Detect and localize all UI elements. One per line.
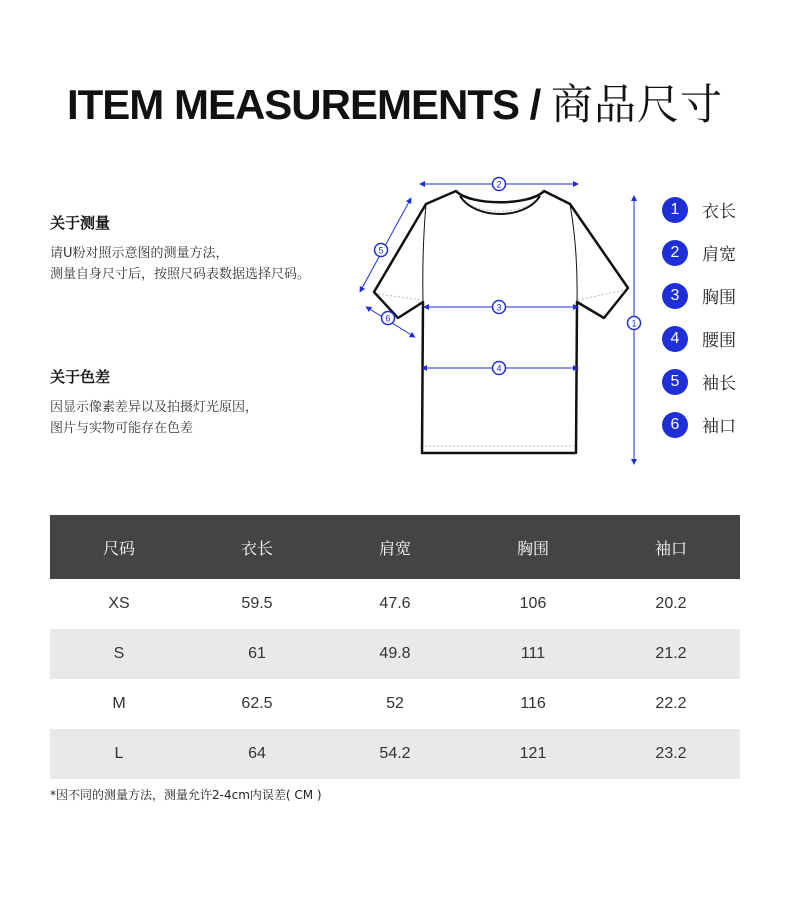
- table-header-row: [50, 515, 740, 579]
- table-cell: 59.5: [241, 595, 273, 612]
- svg-text:3: 3: [496, 302, 502, 313]
- legend-label: 衣长: [702, 202, 736, 222]
- table-cell: 111: [464, 629, 602, 679]
- table-cell: XS: [108, 595, 130, 612]
- svg-text:1: 1: [631, 318, 637, 329]
- column-header: 肩宽: [326, 515, 464, 579]
- table-cell: 106: [519, 595, 547, 612]
- measurement-note-line: 测量自身尺寸后，按照尺码表数据选择尺码。: [50, 267, 311, 282]
- table-cell: 47.6: [379, 595, 411, 612]
- marker-5: [375, 244, 388, 257]
- column-header: 袖口: [602, 515, 740, 579]
- measurement-note-line: 请U粉对照示意图的测量方法，: [50, 246, 229, 261]
- color-note-line: 因显示像素差异以及拍摄灯光原因，: [50, 400, 259, 415]
- table-row: [50, 629, 740, 679]
- table-cell: 54.2: [326, 729, 464, 779]
- table-cell: 21.2: [602, 629, 740, 679]
- table-cell: 23.2: [602, 729, 740, 779]
- size-chart-table: [50, 515, 740, 779]
- marker-6: [382, 312, 395, 325]
- legend-label: 胸围: [702, 288, 736, 308]
- tshirt-outline: [374, 191, 628, 453]
- number-badge-icon: 5: [662, 369, 688, 395]
- legend-label: 袖长: [702, 374, 736, 394]
- legend-item-cuff: [662, 403, 772, 446]
- svg-text:5: 5: [378, 245, 384, 256]
- measurement-legend: [662, 188, 772, 446]
- table-cell: 62.5: [241, 695, 273, 712]
- number-badge-icon: 2: [662, 240, 688, 266]
- table-cell: M: [112, 695, 126, 712]
- table-cell: 64: [188, 729, 326, 779]
- measurement-note: [50, 212, 370, 285]
- marker-3: [493, 301, 506, 314]
- table-cell: 49.8: [326, 629, 464, 679]
- svg-text:6: 6: [385, 313, 391, 324]
- column-header: 衣长: [188, 515, 326, 579]
- legend-item-length: [662, 188, 772, 231]
- table-cell: S: [50, 629, 188, 679]
- table-row: [50, 579, 740, 629]
- legend-item-shoulder: [662, 231, 772, 274]
- table-cell: 116: [520, 695, 546, 712]
- footnote: *因不同的测量方法，测量允许2-4cm内误差( CM ): [50, 788, 322, 802]
- column-header: 尺码: [50, 515, 188, 579]
- table-cell: 121: [464, 729, 602, 779]
- table-cell: L: [50, 729, 188, 779]
- marker-1: [628, 317, 641, 330]
- table-cell: 20.2: [655, 595, 687, 612]
- title-cn: 商品尺寸: [551, 80, 724, 129]
- page-title: [0, 72, 790, 132]
- color-note-heading: 关于色差: [50, 368, 111, 386]
- table-row: [50, 679, 740, 729]
- color-note-line: 图片与实物可能存在色差: [50, 421, 194, 436]
- legend-label: 腰围: [702, 331, 736, 351]
- legend-item-waist: [662, 317, 772, 360]
- number-badge-icon: 1: [662, 197, 688, 223]
- column-header: 胸围: [464, 515, 602, 579]
- title-en: ITEM MEASUREMENTS /: [66, 81, 541, 128]
- table-cell: 52: [386, 695, 404, 712]
- measurement-note-heading: 关于测量: [50, 214, 111, 232]
- table-cell: 22.2: [655, 695, 687, 712]
- svg-text:2: 2: [496, 179, 502, 190]
- marker-2: [493, 178, 506, 191]
- legend-label: 肩宽: [702, 245, 736, 265]
- number-badge-icon: 3: [662, 283, 688, 309]
- legend-label: 袖口: [702, 417, 736, 437]
- tshirt-diagram: [350, 170, 650, 470]
- legend-item-chest: [662, 274, 772, 317]
- number-badge-icon: 6: [662, 412, 688, 438]
- legend-item-sleeve: [662, 360, 772, 403]
- svg-text:4: 4: [496, 363, 502, 374]
- table-cell: 61: [188, 629, 326, 679]
- color-note: [50, 366, 370, 439]
- number-badge-icon: 4: [662, 326, 688, 352]
- table-row: [50, 729, 740, 779]
- marker-4: [493, 362, 506, 375]
